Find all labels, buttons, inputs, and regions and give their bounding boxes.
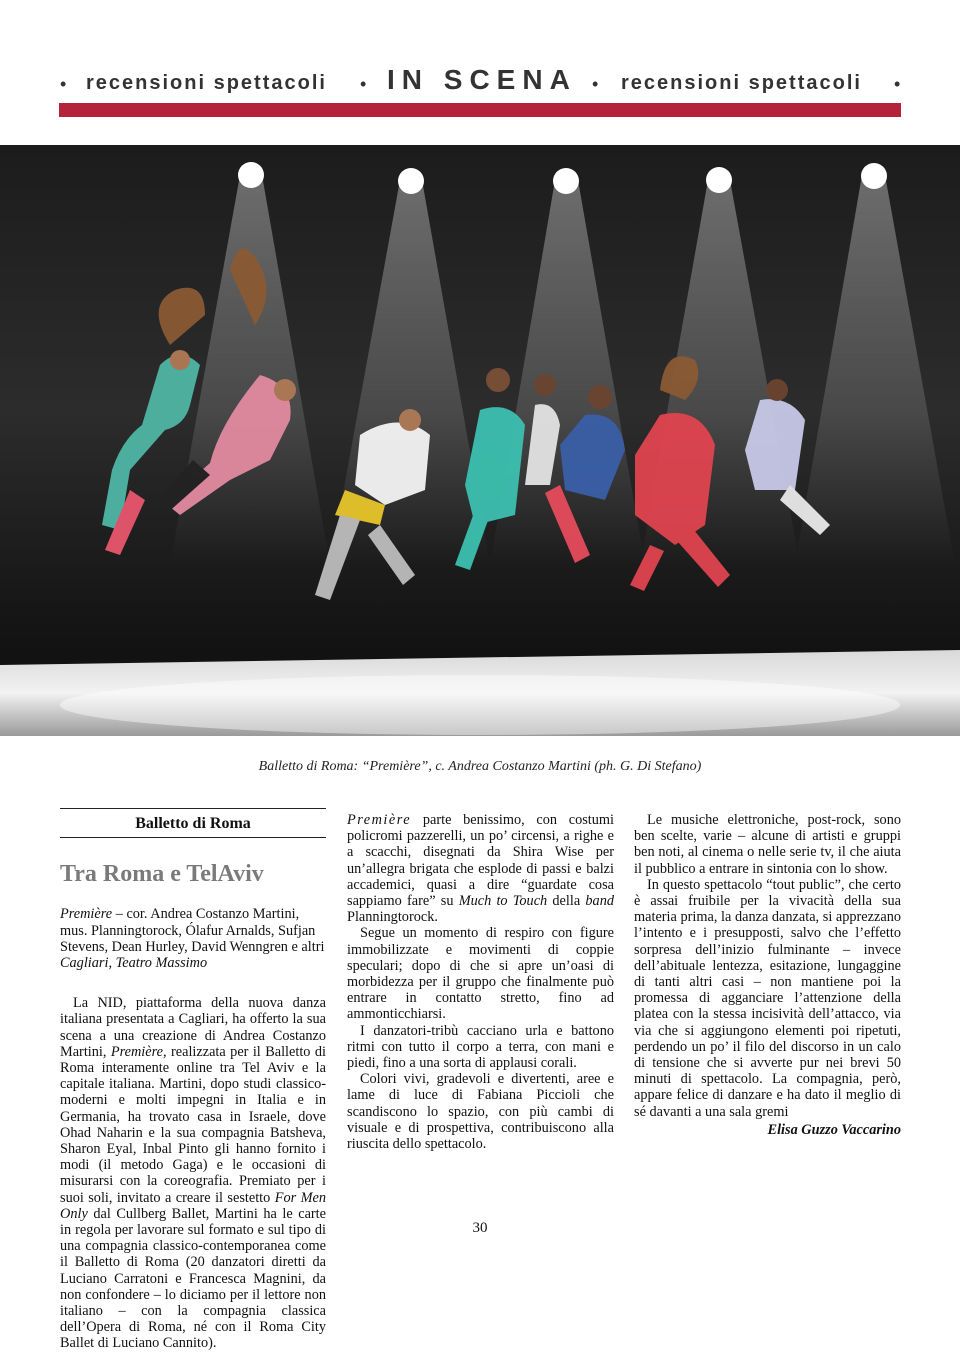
header-bullet: • [894,74,901,94]
paragraph: I danzatori-tribù cacciano urla e battono ritmi con tutto il corpo a terra, con mani e piedi, fino a una sorta di applausi corali. [347,1022,614,1072]
header-right-label: recensioni spettacoli [621,72,862,94]
work-title: Première [347,812,412,828]
paragraph: In questo spettacolo “tout public”, che certo è assai fruibile per la vivacità della sua materia prima, la danza danzata, si apprezzano l’intento e i presupposti, salvo che l’effetto sorpresa dell’inizio fulminante – invece dell’abituale lentezza, esitazione, lungaggine di tanti altri casi – non mantiene poi la promessa di agganciare l’attenzione della platea con la stessa incisività dell’attacco, via via che si aggiungono elementi poi ripetuti, perdendo un po’ il filo del discorso in un calo di tensione che si avverte pur nei brevi 50 minuti di spettacolo. La compagnia, però, appare felice di danzare e ha dato il meglio di sé davanti a una sala gremi [634,876,901,1120]
work-title: Première [60,906,113,923]
text-run: Planningtorock. [347,909,438,926]
page-number: 30 [472,1220,488,1236]
work-title: For Men Only [60,1189,326,1222]
text-run: della [547,893,586,910]
work-title: Première [110,1043,164,1060]
text-run: band [585,893,614,910]
work-title: Much to Touch [458,893,548,910]
header-bullet: • [360,74,367,94]
author-signature: Elisa Guzzo Vaccarino [767,1121,901,1138]
paragraph [60,995,326,1351]
header-bullet: • [592,74,599,94]
article-column-1 [60,808,326,1352]
article-column-2 [347,812,614,1152]
text-run: parte benissimo, con costumi policromi pazzerelli, un po’ circensi, a righe e a scacchi, disegnati da Shira Wise per un’allegra brigata che esplode di passi e balzi accademici, quasi a dire “guardate cosa sappiamo fare” su [347,812,614,910]
article-headline: Tra Roma e TelAviv [60,861,264,888]
text-run: La NID, piattaforma della nuova danza italiana presentata a Cagliari, ha offerto la sua scena a una creazione di Andrea Costanzo Martini, [60,995,326,1060]
article-credits [60,906,326,971]
paragraph: Colori vivi, gradevoli e divertenti, aree e lame di luce di Fabiana Piccioli che scandiscono lo spazio, con più cambi di visuale e di prospettiva, contribuiscono alla riuscita dello spettacolo. [347,1071,614,1153]
dance-photo [0,145,960,736]
text-run: dal Cullberg Ballet, Martini ha le carte in regola per lavorare sul formato e sul tipo di una compagnia classico-contemporanea come il Balletto di Roma (20 danzatori diretti da Luciano Carratoni e Francesca Magnini, da non confondere – lo diciamo per il lettore non italiano – con la compagnia classica dell’Opera di Roma, né con il Roma City Ballet di Luciano Cannito). [60,1205,326,1352]
header-red-bar [59,103,901,117]
paragraph [347,812,614,925]
text-run: , realizzata per il Balletto di Roma interamente online tra Tel Aviv e la capitale italiana. Martini, dopo studi classico-moderni e molti impegni in Italia e in Germania, ha trovato casa in Israele, dove Ohad Naharin e la sua compagnia Batsheva, Sharon Eyal, Inbal Pinto gli hanno fornito i modi (il metodo Gaga) e le occasioni di misurarsi con la coreografia. Premiato per i suoi soli, invitato a creare il sestetto [60,1043,326,1206]
running-header [60,62,900,100]
dance-photo-icon [0,145,960,736]
header-section-title: IN SCENA [387,64,577,95]
header-left-label: recensioni spettacoli [86,72,327,94]
header-bullet: • [60,74,67,94]
venue: Cagliari, Teatro Massimo [60,955,208,972]
paragraph: Segue un momento di respiro con figure immobilizzate e movimenti di coppie speculari; dopo di che si apre un’oasi di morbidezza per il gruppo che finalmente può entrare in contatto stretto, fino ad ammonticchiarsi. [347,925,614,1023]
credits-text: – cor. Andrea Costanzo Martini, mus. Planningtorock, Ólafur Arnalds, Sufjan Stevens, Dean Hurley, David Wenngren e altri [60,906,325,955]
paragraph: Le musiche elettroniche, post-rock, sono ben scelte, varie – alcune di artisti e gruppi ben noti, al cinema o nelle serie tv, il che aiuta il pubblico a entrare in sintonia con lo show. [634,812,901,877]
article-column-3 [634,812,901,1138]
photo-caption: Balletto di Roma: “Première”, c. Andrea Costanzo Martini (ph. G. Di Stefano) [258,759,702,774]
section-title: Balletto di Roma [60,809,326,838]
